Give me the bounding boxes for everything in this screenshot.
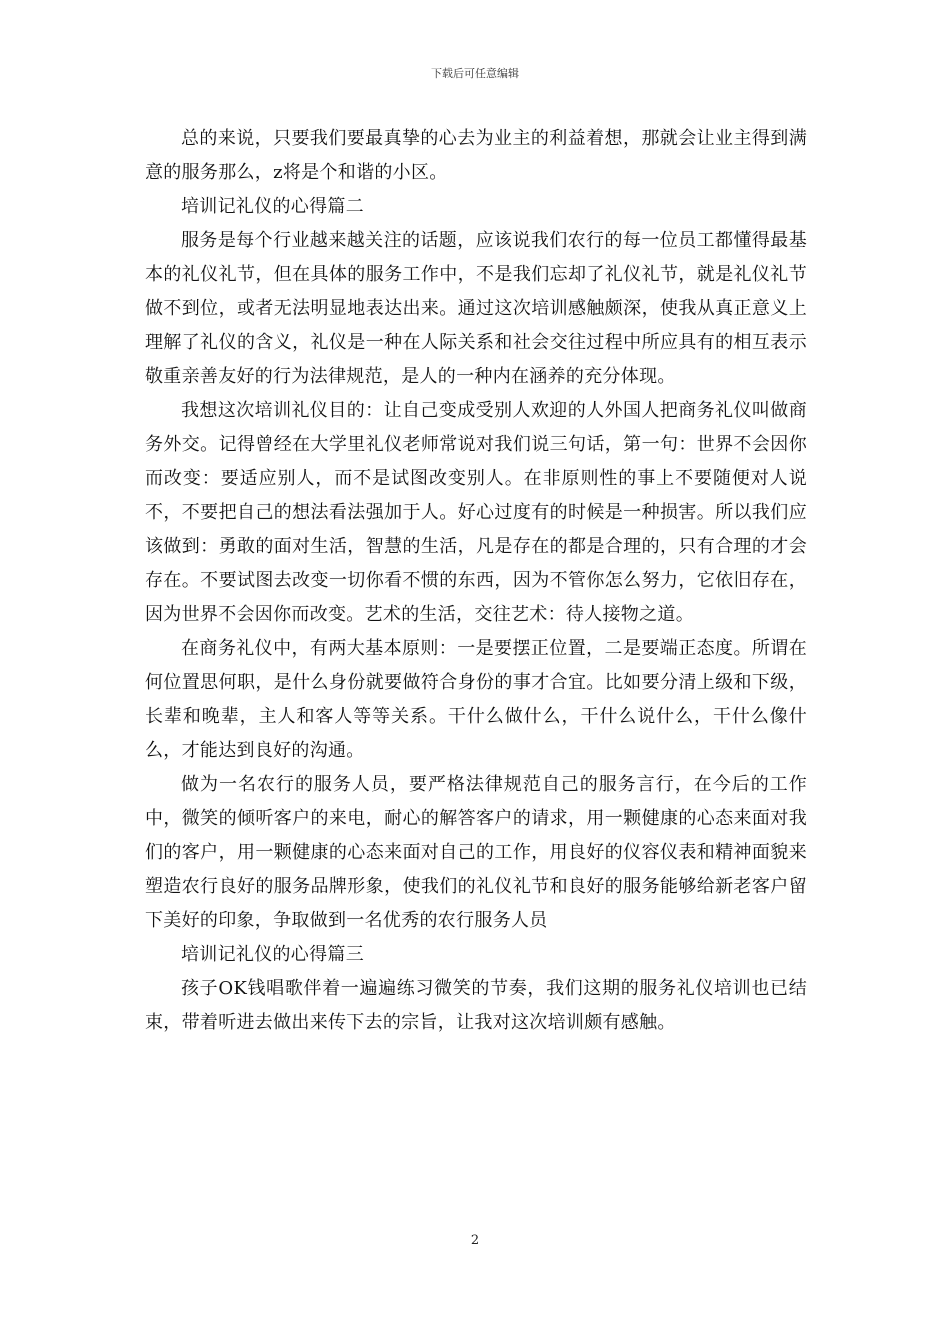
- paragraph-service-staff: 做为一名农行的服务人员，要严格法律规范自己的服务言行，在今后的工作中，微笑的倾听客户的来电，耐心的解答客户的请求，用一颗健康的心态来面对我们的客户，用一颗健康的心态来面对自己的工作，用良好的仪容仪表和精神面貌来塑造农行良好的服务品牌形象，使我们的礼仪礼节和良好的服务能够给新老客户留下美好的印象，争取做到一名优秀的农行服务人员: [145, 774, 807, 931]
- section-heading-part-two: 培训记礼仪的心得篇二: [181, 196, 364, 217]
- paragraph-conclusion: 孩子OK钱唱歌伴着一遍遍练习微笑的节奏，我们这期的服务礼仪培训也已结束，带着听进去做出来传下去的宗旨，让我对这次培训颇有感触。: [145, 978, 807, 1033]
- section-heading-part-three: 培训记礼仪的心得篇三: [181, 944, 364, 965]
- paragraph-summary: 总的来说，只要我们要最真挚的心去为业主的利益着想，那就会让业主得到满意的服务那么，z将是个和谐的小区。: [145, 128, 807, 183]
- page-header: 下载后可任意编辑: [431, 67, 519, 80]
- page-number: 2: [470, 1233, 480, 1248]
- paragraph-training-purpose: 我想这次培训礼仪目的：让自己变成受别人欢迎的人外国人把商务礼仪叫做商务外交。记得曾经在大学里礼仪老师常说对我们说三句话，第一句：世界不会因你而改变：要适应别人，而不是试图改变别人。在非原则性的事上不要随便对人说不，不要把自己的想法看法强加于人。好心过度有的时候是一种损害。所以我们应该做到：勇敢的面对生活，智慧的生活，凡是存在的都是合理的，只有合理的才会存在。不要试图去改变一切你看不惯的东西，因为不管你怎么努力，它依旧存在，因为世界不会因你而改变。艺术的生活，交往艺术：待人接物之道。: [145, 400, 807, 625]
- paragraph-business-etiquette: 在商务礼仪中，有两大基本原则：一是要摆正位置，二是要端正态度。所谓在何位置思何职，是什么身份就要做符合身份的事才合宜。比如要分清上级和下级，长辈和晚辈，主人和客人等等关系。干什么做什么，干什么说什么，干什么像什么，才能达到良好的沟通。: [145, 638, 807, 761]
- paragraph-service: 服务是每个行业越来越关注的话题，应该说我们农行的每一位员工都懂得最基本的礼仪礼节，但在具体的服务工作中，不是我们忘却了礼仪礼节，就是礼仪礼节做不到位，或者无法明显地表达出来。通过这次培训感触颇深，使我从真正意义上理解了礼仪的含义，礼仪是一种在人际关系和社会交往过程中所应具有的相互表示敬重亲善友好的行为法律规范，是人的一种内在涵养的充分体现。: [145, 230, 807, 387]
- document-body: [145, 122, 807, 1040]
